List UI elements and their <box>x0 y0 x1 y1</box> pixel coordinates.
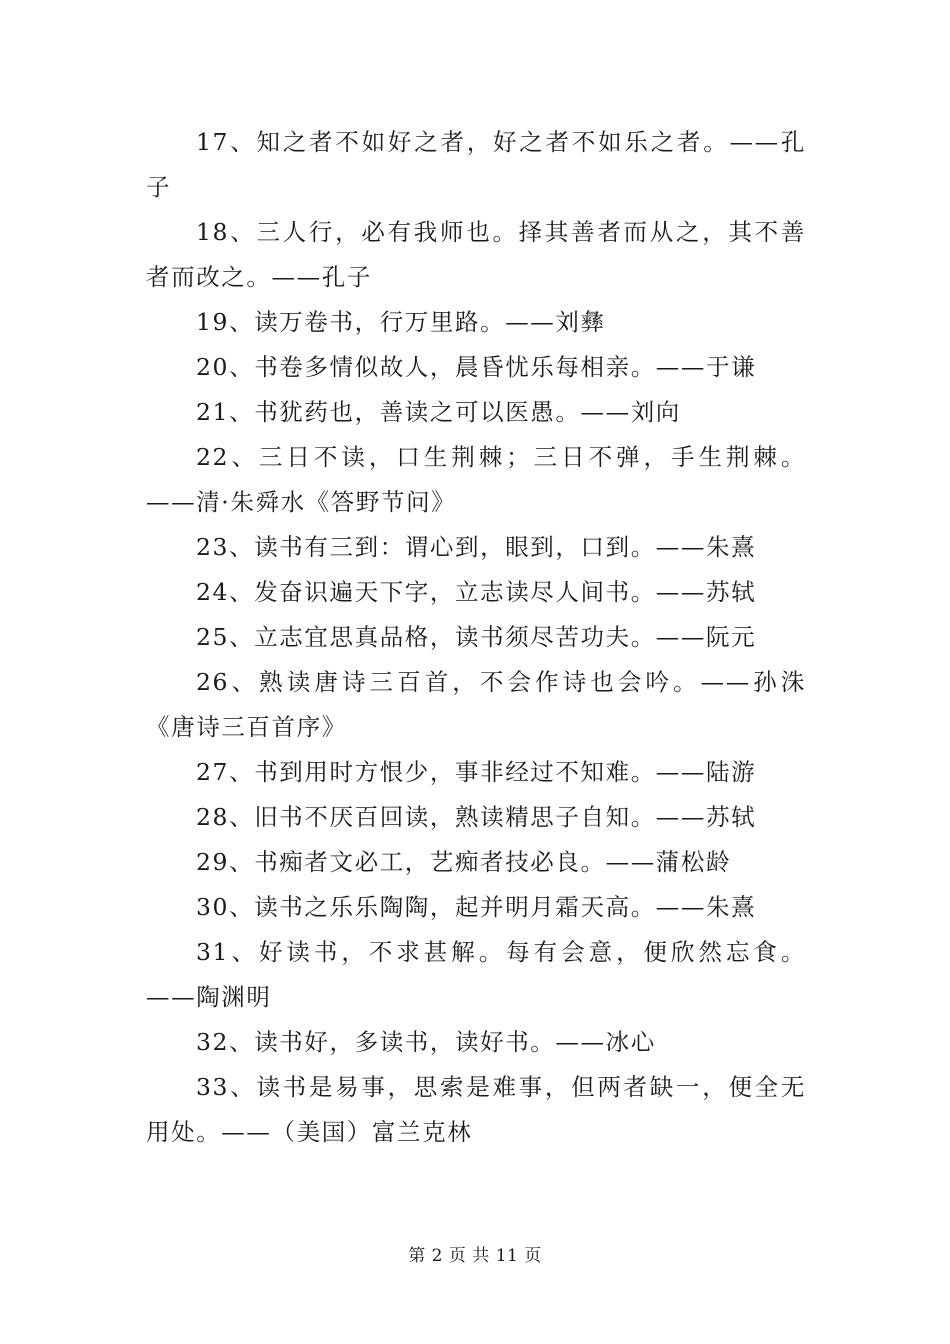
quote-25: 25、立志宜思真品格，读书须尽苦功夫。——阮元 <box>196 623 757 651</box>
quote-19: 19、读万卷书，行万里路。——刘彝 <box>196 308 606 336</box>
quote-27: 27、书到用时方恨少，事非经过不知难。——陆游 <box>196 758 757 786</box>
quote-21: 21、书犹药也，善读之可以医愚。——刘向 <box>196 398 681 426</box>
quote-26: 26、熟读唐诗三百首，不会作诗也会吟。——孙洙《唐诗三百首序》 <box>146 668 806 741</box>
quote-30: 30、读书之乐乐陶陶，起并明月霜天高。——朱熹 <box>196 893 757 921</box>
quote-18: 18、三人行，必有我师也。择其善者而从之，其不善者而改之。——孔子 <box>146 218 806 291</box>
quote-33: 33、读书是易事，思索是难事，但两者缺一，便全无用处。——（美国）富兰克林 <box>146 1073 806 1146</box>
quote-29: 29、书痴者文必工，艺痴者技必良。——蒲松龄 <box>196 848 732 876</box>
quote-24: 24、发奋识遍天下字，立志读尽人间书。——苏轼 <box>196 578 757 606</box>
quote-22: 22、三日不读，口生荆棘；三日不弹，手生荆棘。——清·朱舜水《答野节问》 <box>146 443 806 516</box>
quote-28: 28、旧书不厌百回读，熟读精思子自知。——苏轼 <box>196 803 757 831</box>
quote-32: 32、读书好，多读书，读好书。——冰心 <box>196 1028 656 1056</box>
quote-23: 23、读书有三到：谓心到，眼到，口到。——朱熹 <box>196 533 757 561</box>
page-footer: 第 2 页 共 11 页 <box>408 1246 542 1266</box>
quote-17: 17、知之者不如好之者，好之者不如乐之者。——孔子 <box>146 128 806 201</box>
quote-20: 20、书卷多情似故人，晨昏忧乐每相亲。——于谦 <box>196 353 757 381</box>
quote-list <box>146 120 806 1155</box>
quote-31: 31、好读书，不求甚解。每有会意，便欣然忘食。——陶渊明 <box>146 938 806 1011</box>
